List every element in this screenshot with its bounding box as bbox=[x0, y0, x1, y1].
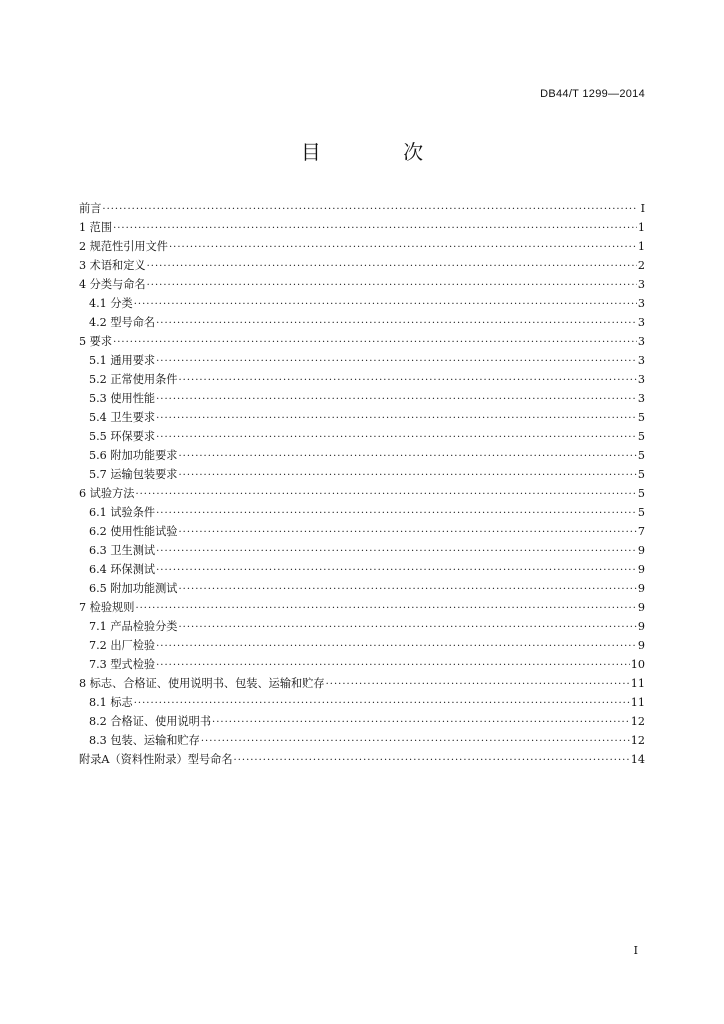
toc-entry[interactable] bbox=[79, 541, 645, 560]
toc-entry-page: 7 bbox=[637, 525, 645, 538]
toc-entry[interactable] bbox=[79, 655, 645, 674]
toc-entry[interactable] bbox=[79, 351, 645, 370]
toc-entry-label: 4.1 分类 bbox=[89, 297, 133, 310]
toc-entry-label: 7.3 型式检验 bbox=[89, 658, 156, 671]
toc-entry-label: 6.2 使用性能试验 bbox=[89, 525, 178, 538]
toc-entry-page: 3 bbox=[637, 373, 645, 386]
toc-entry-label: 5 要求 bbox=[79, 335, 113, 348]
toc-entry[interactable] bbox=[79, 199, 645, 218]
toc-leader-dots bbox=[178, 523, 636, 542]
toc-entry-page: 9 bbox=[637, 601, 645, 614]
toc-entry[interactable] bbox=[79, 598, 645, 617]
toc-leader-dots bbox=[178, 371, 636, 390]
toc-leader-dots bbox=[156, 542, 637, 561]
toc-entry-label: 前言 bbox=[79, 202, 102, 215]
toc-entry[interactable] bbox=[79, 731, 645, 750]
toc-leader-dots bbox=[102, 200, 638, 219]
toc-entry-label: 6 试验方法 bbox=[79, 487, 135, 500]
toc-entry-page: 5 bbox=[637, 506, 645, 519]
toc-leader-dots bbox=[156, 352, 637, 371]
toc-entry-page: 1 bbox=[637, 221, 645, 234]
toc-entry[interactable] bbox=[79, 522, 645, 541]
toc-entry[interactable] bbox=[79, 294, 645, 313]
toc-entry[interactable] bbox=[79, 408, 645, 427]
toc-entry[interactable] bbox=[79, 389, 645, 408]
toc-entry-page: 9 bbox=[637, 544, 645, 557]
toc-leader-dots bbox=[156, 656, 630, 675]
toc-leader-dots bbox=[135, 485, 636, 504]
toc-entry-label: 4.2 型号命名 bbox=[89, 316, 156, 329]
toc-entry[interactable] bbox=[79, 237, 645, 256]
toc-entry[interactable] bbox=[79, 256, 645, 275]
toc-entry-label: 6.3 卫生测试 bbox=[89, 544, 156, 557]
toc-entry-page: 9 bbox=[637, 563, 645, 576]
toc-entry-label: 6.4 环保测试 bbox=[89, 563, 156, 576]
toc-leader-dots bbox=[156, 561, 637, 580]
toc-leader-dots bbox=[156, 637, 637, 656]
toc-entry-label: 5.6 附加功能要求 bbox=[89, 449, 178, 462]
toc-entry-page: 9 bbox=[637, 639, 645, 652]
toc-leader-dots bbox=[326, 675, 630, 694]
toc-entry-label: 6.5 附加功能测试 bbox=[89, 582, 178, 595]
toc-entry-label: 8.2 合格证、使用说明书 bbox=[89, 715, 212, 728]
toc-leader-dots bbox=[212, 713, 630, 732]
toc-entry-label: 7.1 产品检验分类 bbox=[89, 620, 178, 633]
toc-entry-page: 9 bbox=[637, 582, 645, 595]
toc-entry-label: 2 规范性引用文件 bbox=[79, 240, 168, 253]
toc-entry[interactable] bbox=[79, 636, 645, 655]
toc-entry-page: 5 bbox=[637, 411, 645, 424]
toc-leader-dots bbox=[156, 504, 637, 523]
toc-entry-label: 7.2 出厂检验 bbox=[89, 639, 156, 652]
document-code: DB44/T 1299—2014 bbox=[540, 88, 645, 100]
toc-entry-page: I bbox=[640, 202, 645, 215]
toc-entry[interactable] bbox=[79, 712, 645, 731]
toc-entry[interactable] bbox=[79, 674, 645, 693]
toc-entry-label: 5.3 使用性能 bbox=[89, 392, 156, 405]
toc-entry[interactable] bbox=[79, 427, 645, 446]
toc-entry-label: 8.3 包装、运输和贮存 bbox=[89, 734, 200, 747]
toc-entry-page: 5 bbox=[637, 449, 645, 462]
toc-entry[interactable] bbox=[79, 750, 645, 769]
toc-entry-page: 3 bbox=[637, 316, 645, 329]
toc-leader-dots bbox=[134, 295, 637, 314]
toc-entry-page: 3 bbox=[637, 278, 645, 291]
toc-entry-page: 14 bbox=[630, 753, 645, 766]
toc-entry-label: 1 范围 bbox=[79, 221, 113, 234]
toc-entry-page: 3 bbox=[637, 335, 645, 348]
toc-entry[interactable] bbox=[79, 693, 645, 712]
toc-entry-page: 3 bbox=[637, 354, 645, 367]
toc-entry[interactable] bbox=[79, 446, 645, 465]
toc-leader-dots bbox=[134, 694, 630, 713]
toc-entry-label: 8 标志、合格证、使用说明书、包装、运输和贮存 bbox=[79, 677, 325, 690]
toc-entry-label: 5.5 环保要求 bbox=[89, 430, 156, 443]
toc-entry-page: 10 bbox=[630, 658, 645, 671]
toc-entry-page: 5 bbox=[637, 430, 645, 443]
toc-entry[interactable] bbox=[79, 579, 645, 598]
toc-leader-dots bbox=[178, 466, 636, 485]
toc-leader-dots bbox=[178, 447, 636, 466]
toc-leader-dots bbox=[156, 409, 637, 428]
toc-leader-dots bbox=[178, 618, 636, 637]
toc-entry-label: 8.1 标志 bbox=[89, 696, 133, 709]
toc-leader-dots bbox=[156, 314, 637, 333]
table-of-contents bbox=[79, 199, 645, 769]
toc-entry-page: 5 bbox=[637, 468, 645, 481]
toc-entry-page: 2 bbox=[637, 259, 645, 272]
toc-entry[interactable] bbox=[79, 465, 645, 484]
toc-entry[interactable] bbox=[79, 370, 645, 389]
toc-entry-page: 12 bbox=[630, 734, 645, 747]
toc-entry[interactable] bbox=[79, 275, 645, 294]
toc-entry[interactable] bbox=[79, 617, 645, 636]
toc-entry-page: 5 bbox=[637, 487, 645, 500]
toc-entry-page: 11 bbox=[630, 696, 645, 709]
toc-entry-label: 5.1 通用要求 bbox=[89, 354, 156, 367]
toc-leader-dots bbox=[113, 333, 637, 352]
toc-entry[interactable] bbox=[79, 560, 645, 579]
toc-entry-label: 6.1 试验条件 bbox=[89, 506, 156, 519]
toc-entry-label: 5.2 正常使用条件 bbox=[89, 373, 178, 386]
toc-leader-dots bbox=[147, 276, 637, 295]
toc-entry-label: 7 检验规则 bbox=[79, 601, 135, 614]
toc-leader-dots bbox=[169, 238, 637, 257]
toc-entry-label: 3 术语和定义 bbox=[79, 259, 146, 272]
toc-entry[interactable] bbox=[79, 218, 645, 237]
toc-entry-label: 5.7 运输包装要求 bbox=[89, 468, 178, 481]
page-title: 目 次 bbox=[300, 140, 462, 164]
toc-leader-dots bbox=[147, 257, 637, 276]
toc-entry-page: 9 bbox=[637, 620, 645, 633]
toc-leader-dots bbox=[135, 599, 636, 618]
toc-entry-label: 5.4 卫生要求 bbox=[89, 411, 156, 424]
toc-leader-dots bbox=[234, 751, 630, 770]
toc-leader-dots bbox=[156, 428, 637, 447]
toc-entry-page: 3 bbox=[637, 297, 645, 310]
toc-leader-dots bbox=[156, 390, 637, 409]
toc-entry-page: 3 bbox=[637, 392, 645, 405]
page-number: I bbox=[633, 944, 638, 957]
toc-entry-label: 附录A（资料性附录）型号命名 bbox=[79, 753, 233, 766]
toc-entry-page: 11 bbox=[630, 677, 645, 690]
toc-leader-dots bbox=[178, 580, 636, 599]
toc-entry-label: 4 分类与命名 bbox=[79, 278, 146, 291]
toc-leader-dots bbox=[201, 732, 630, 751]
toc-entry[interactable] bbox=[79, 332, 645, 351]
toc-entry-page: 1 bbox=[637, 240, 645, 253]
toc-entry[interactable] bbox=[79, 313, 645, 332]
toc-entry-page: 12 bbox=[630, 715, 645, 728]
toc-leader-dots bbox=[113, 219, 637, 238]
toc-entry[interactable] bbox=[79, 484, 645, 503]
toc-entry[interactable] bbox=[79, 503, 645, 522]
